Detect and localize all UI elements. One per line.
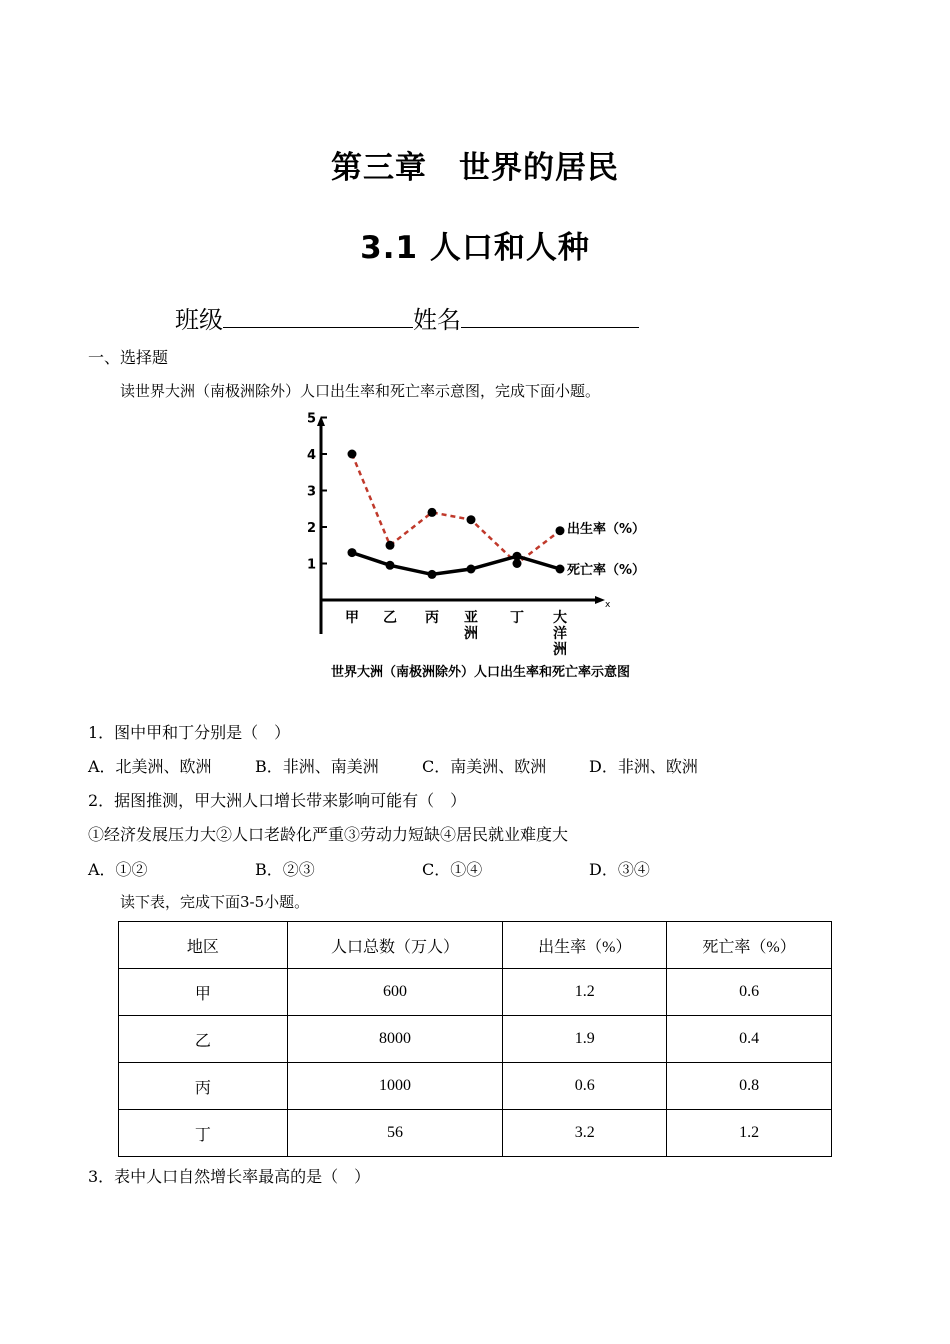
intro-table: 读下表，完成下面3-5小题。 bbox=[120, 893, 310, 911]
y-tick-label: 5 bbox=[307, 411, 317, 427]
class-label: 班级 bbox=[175, 306, 223, 334]
question-2-statements: ①经济发展压力大②人口老龄化严重③劳动力短缺④居民就业难度大 bbox=[88, 825, 569, 844]
death-rate-point-1 bbox=[348, 548, 357, 557]
chart-title: 世界大洲（南极洲除外）人口出生率和死亡率示意图 bbox=[331, 665, 631, 680]
cell-population: 1000 bbox=[287, 1063, 503, 1110]
q1-option-d[interactable]: D．非洲、欧洲 bbox=[589, 757, 698, 776]
class-blank bbox=[223, 301, 413, 328]
header-death-rate: 死亡率（%） bbox=[667, 922, 832, 969]
death-rate-point-6 bbox=[556, 565, 565, 574]
header-region: 地区 bbox=[119, 922, 288, 969]
x-axis-end-label: x bbox=[605, 600, 611, 610]
birth-rate-point-3 bbox=[428, 508, 437, 517]
cell-region: 丁 bbox=[119, 1110, 288, 1157]
birth-rate-line bbox=[352, 454, 560, 564]
table-row bbox=[119, 1016, 832, 1063]
legend-death-rate: 死亡率（%） bbox=[567, 563, 646, 578]
death-rate-line bbox=[352, 553, 560, 575]
name-label: 姓名 bbox=[413, 306, 461, 334]
chapter-title: 第三章 世界的居民 bbox=[331, 150, 619, 186]
cell-death-rate: 0.4 bbox=[667, 1016, 832, 1063]
header-population: 人口总数（万人） bbox=[287, 922, 503, 969]
q2-option-a[interactable]: A．①② bbox=[88, 860, 148, 879]
header-birth-rate: 出生率（%） bbox=[503, 922, 667, 969]
x-category-label: 亚洲 bbox=[464, 610, 478, 642]
x-category-label: 甲 bbox=[345, 610, 359, 626]
section-title: 3.1 人口和人种 bbox=[360, 230, 590, 266]
cell-death-rate: 0.6 bbox=[667, 969, 832, 1016]
x-category-label: 大洋洲 bbox=[553, 610, 567, 658]
y-tick-label: 3 bbox=[307, 484, 317, 500]
death-rate-point-5 bbox=[513, 552, 522, 561]
birth-rate-point-4 bbox=[467, 515, 476, 524]
birth-rate-point-1 bbox=[348, 450, 357, 459]
birth-death-rate-chart bbox=[305, 410, 650, 685]
birth-rate-point-2 bbox=[386, 541, 395, 550]
table-row bbox=[119, 1110, 832, 1157]
cell-region: 丙 bbox=[119, 1063, 288, 1110]
intro-chart: 读世界大洲（南极洲除外）人口出生率和死亡率示意图，完成下面小题。 bbox=[120, 382, 601, 400]
q1-option-b[interactable]: B．非洲、南美洲 bbox=[255, 757, 379, 776]
cell-region: 甲 bbox=[119, 969, 288, 1016]
cell-population: 56 bbox=[287, 1110, 503, 1157]
question-2-stem: 2．据图推测，甲大洲人口增长带来影响可能有（ ） bbox=[88, 791, 467, 810]
birth-rate-point-6 bbox=[556, 526, 565, 535]
death-rate-point-4 bbox=[467, 565, 476, 574]
table-row bbox=[119, 1063, 832, 1110]
y-tick-label: 1 bbox=[307, 557, 317, 573]
cell-death-rate: 1.2 bbox=[667, 1110, 832, 1157]
cell-birth-rate: 1.2 bbox=[503, 969, 667, 1016]
x-category-label: 丙 bbox=[425, 610, 439, 626]
cell-birth-rate: 0.6 bbox=[503, 1063, 667, 1110]
death-rate-point-2 bbox=[386, 561, 395, 570]
table-row bbox=[119, 969, 832, 1016]
x-axis-arrow bbox=[595, 596, 605, 604]
cell-birth-rate: 1.9 bbox=[503, 1016, 667, 1063]
question-3-stem: 3．表中人口自然增长率最高的是（ ） bbox=[88, 1167, 371, 1186]
name-blank bbox=[461, 301, 639, 328]
cell-death-rate: 0.8 bbox=[667, 1063, 832, 1110]
cell-population: 600 bbox=[287, 969, 503, 1016]
death-rate-point-3 bbox=[428, 570, 437, 579]
q2-option-d[interactable]: D．③④ bbox=[589, 860, 650, 879]
cell-region: 乙 bbox=[119, 1016, 288, 1063]
table-header-row bbox=[119, 922, 832, 969]
x-category-label: 乙 bbox=[383, 610, 397, 626]
q1-option-a[interactable]: A．北美洲、欧洲 bbox=[88, 757, 212, 776]
y-tick-label: 4 bbox=[307, 448, 317, 463]
cell-population: 8000 bbox=[287, 1016, 503, 1063]
y-tick-label: 2 bbox=[307, 521, 317, 536]
q2-option-c[interactable]: C．①④ bbox=[422, 860, 483, 879]
x-category-label: 丁 bbox=[510, 610, 524, 626]
q2-option-b[interactable]: B．②③ bbox=[255, 860, 315, 879]
question-1-stem: 1．图中甲和丁分别是（ ） bbox=[88, 723, 291, 742]
cell-birth-rate: 3.2 bbox=[503, 1110, 667, 1157]
q1-option-c[interactable]: C．南美洲、欧洲 bbox=[422, 757, 547, 776]
class-name-line bbox=[175, 300, 639, 335]
population-table bbox=[118, 921, 832, 1157]
legend-birth-rate: 出生率（%） bbox=[567, 522, 646, 537]
section-heading: 一、选择题 bbox=[88, 348, 169, 367]
chart-axes bbox=[317, 416, 605, 634]
